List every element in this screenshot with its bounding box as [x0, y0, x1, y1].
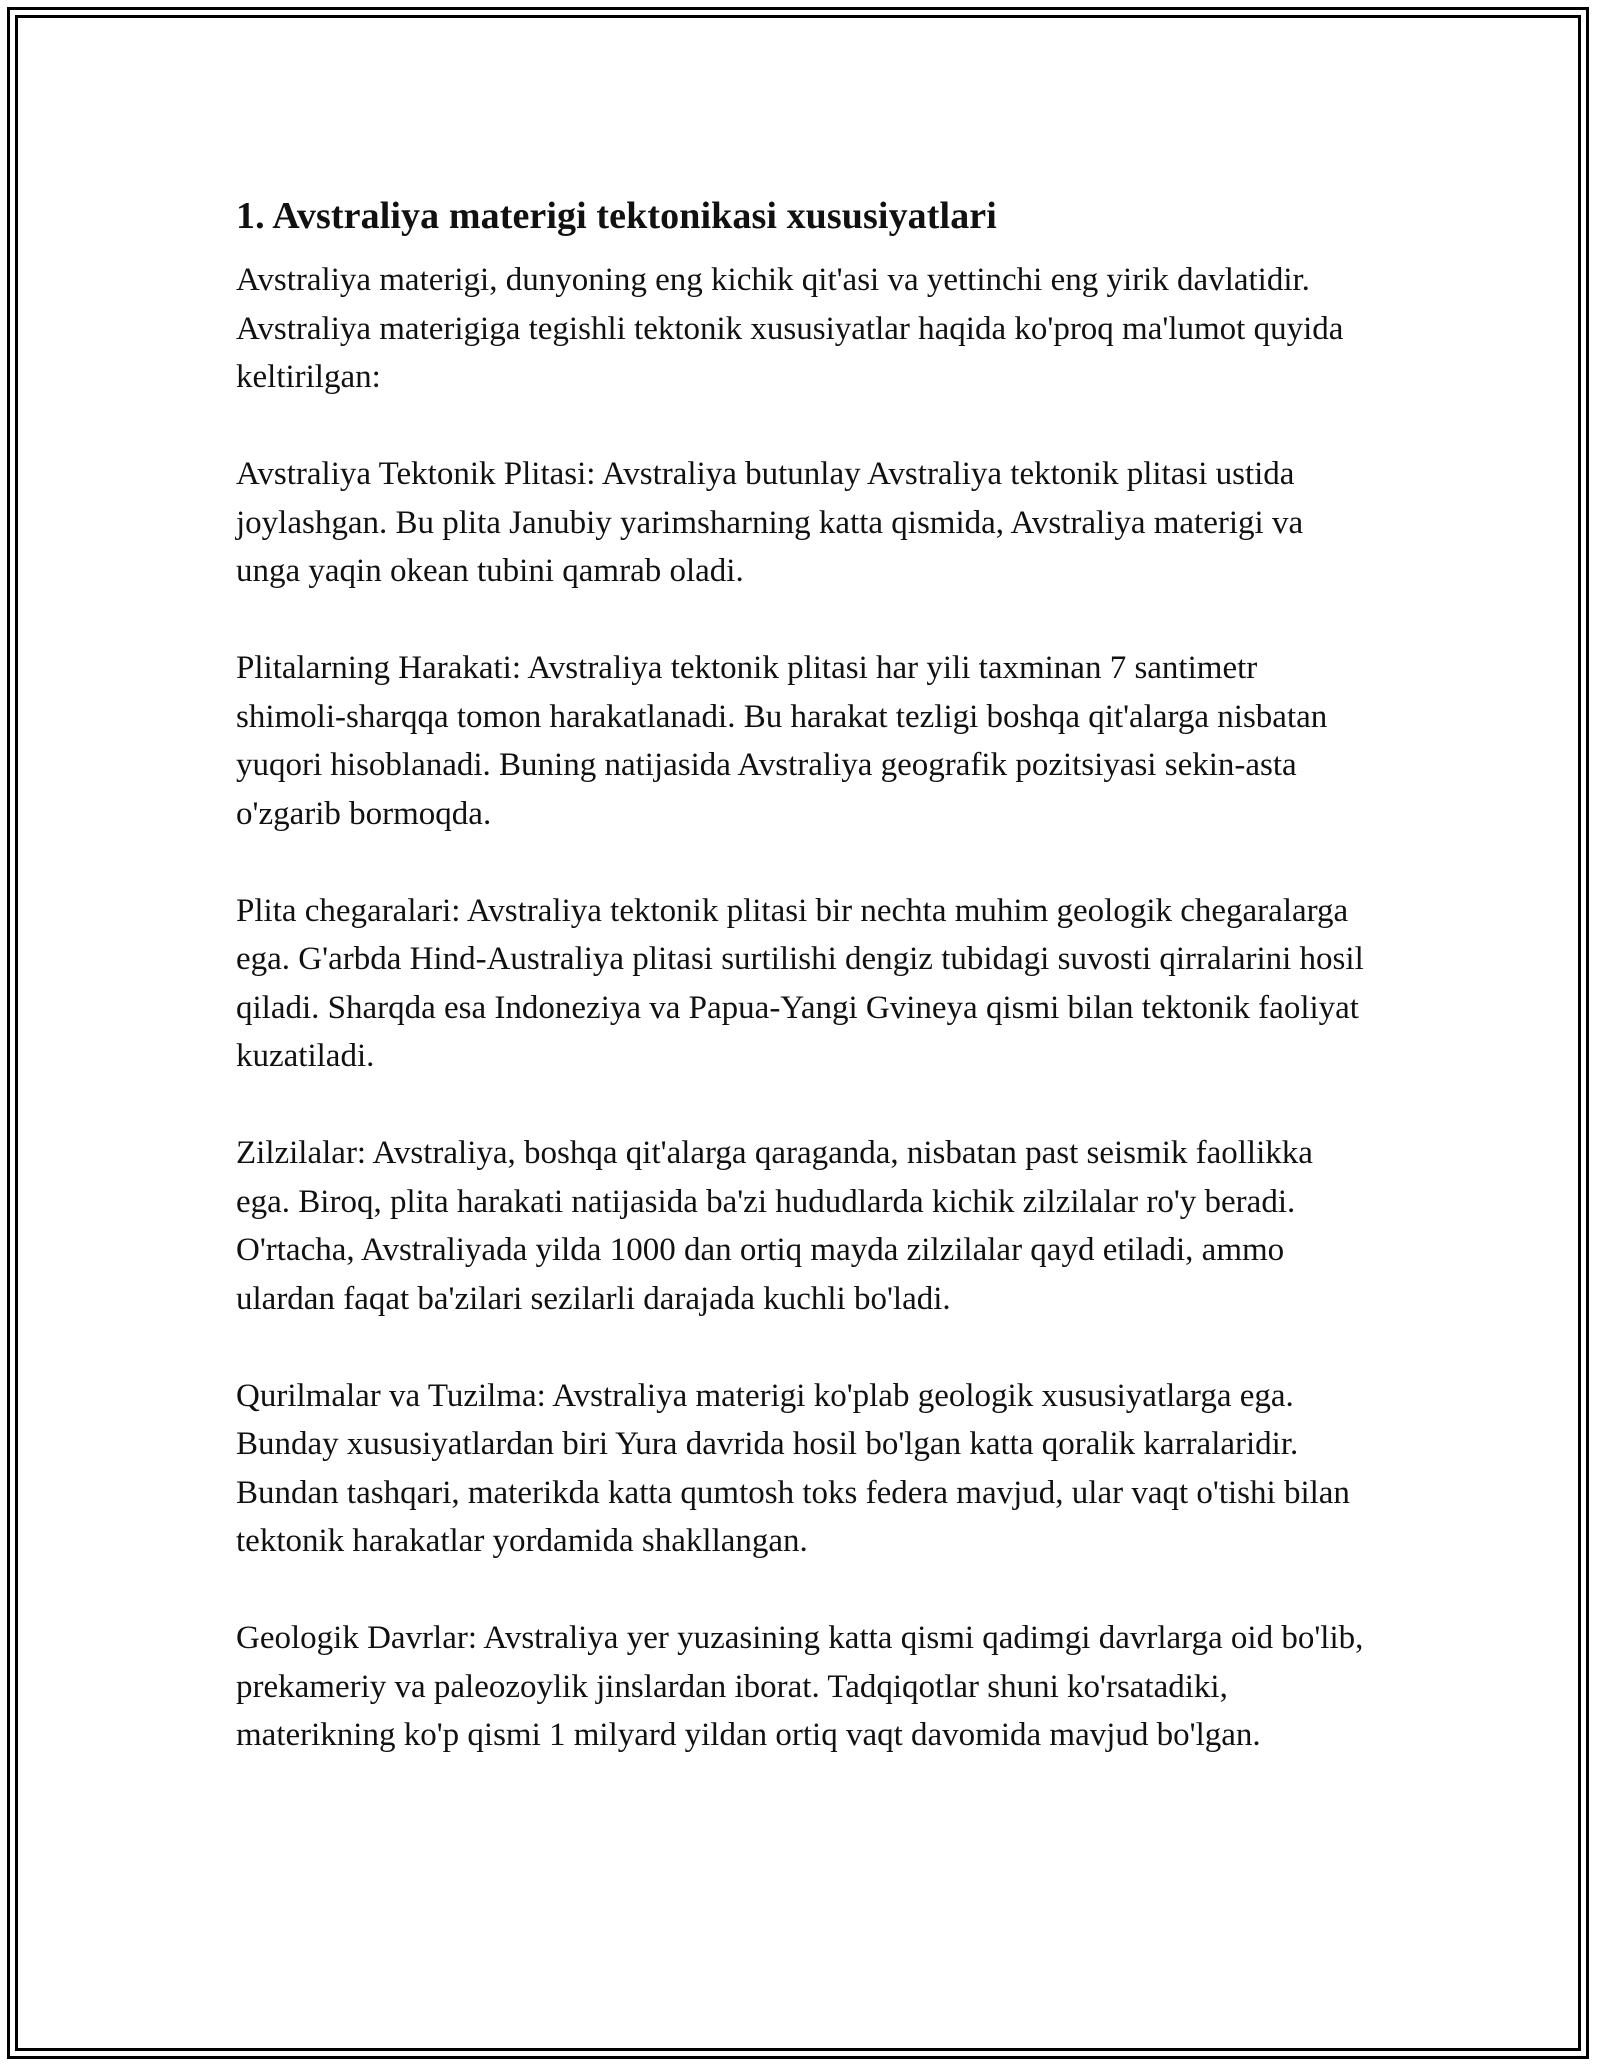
- paragraph-earthquakes: Zilzilalar: Avstraliya, boshqa qit'alarga qaraganda, nisbatan past seismik faollikka ega. Biroq, plita harakati natijasida ba'zi hududlarda kichik zilzilalar ro'y beradi. O'rtacha, Avstraliyada yilda 1000 dan ortiq mayda zilzilalar qayd etiladi, ammo ulardan faqat ba'zilari sezilarli darajada kuchli bo'ladi.: [236, 1135, 1313, 1317]
- paragraph-geologic-periods: Geologik Davrlar: Avstraliya yer yuzasining katta qismi qadimgi davrlarga oid bo'lib, prekameriy va paleozoylik jinslardan iborat. Tadqiqotlar shuni ko'rsatadiki, materikning ko'p qismi 1 milyard yildan ortiq vaqt davomida mavjud bo'lgan.: [236, 1620, 1364, 1753]
- paragraph-tectonic-plate: Avstraliya Tektonik Plitasi: Avstraliya butunlay Avstraliya tektonik plitasi ustida joylashgan. Bu plita Janubiy yarimsharning katta qismida, Avstraliya materigi va unga yaqin okean tubini qamrab oladi.: [236, 456, 1304, 589]
- paragraph-structures: Qurilmalar va Tuzilma: Avstraliya materigi ko'plab geologik xususiyatlarga ega. Bunday xususiyatlardan biri Yura davrida hosil bo'lgan katta qoralik karralaridir. Bundan tashqari, materikda katta qumtosh toks federa mavjud, ular vaqt o'tishi bilan tektonik harakatlar yordamida shakllangan.: [236, 1377, 1350, 1559]
- paragraph-plate-boundaries: Plita chegaralari: Avstraliya tektonik plitasi bir nechta muhim geologik chegaralarga ega. G'arbda Hind-Australiya plitasi surtilishi dengiz tubidagi suvosti qirralarini hosil qiladi. Sharqda esa Indoneziya va Papua-Yangi Gvineya qismi bilan tektonik faoliyat kuzatiladi.: [236, 892, 1364, 1074]
- document-body: [236, 188, 1366, 1760]
- paragraph-intro: Avstraliya materigi, dunyoning eng kichik qit'asi va yettinchi eng yirik davlatidir. Avstraliya materigiga tegishli tektonik xususiyatlar haqida ko'proq ma'lumot quyida keltirilgan:: [236, 262, 1344, 395]
- paragraph-plate-movement: Plitalarning Harakati: Avstraliya tektonik plitasi har yili taxminan 7 santimetr shimoli-sharqqa tomon harakatlanadi. Bu harakat tezligi boshqa qit'alarga nisbatan yuqori hisoblanadi. Buning natijasida Avstraliya geografik pozitsiyasi sekin-asta o'zgarib bormoqda.: [236, 650, 1328, 832]
- document-title: 1. Avstraliya materigi tektonikasi xususiyatlari: [236, 195, 997, 237]
